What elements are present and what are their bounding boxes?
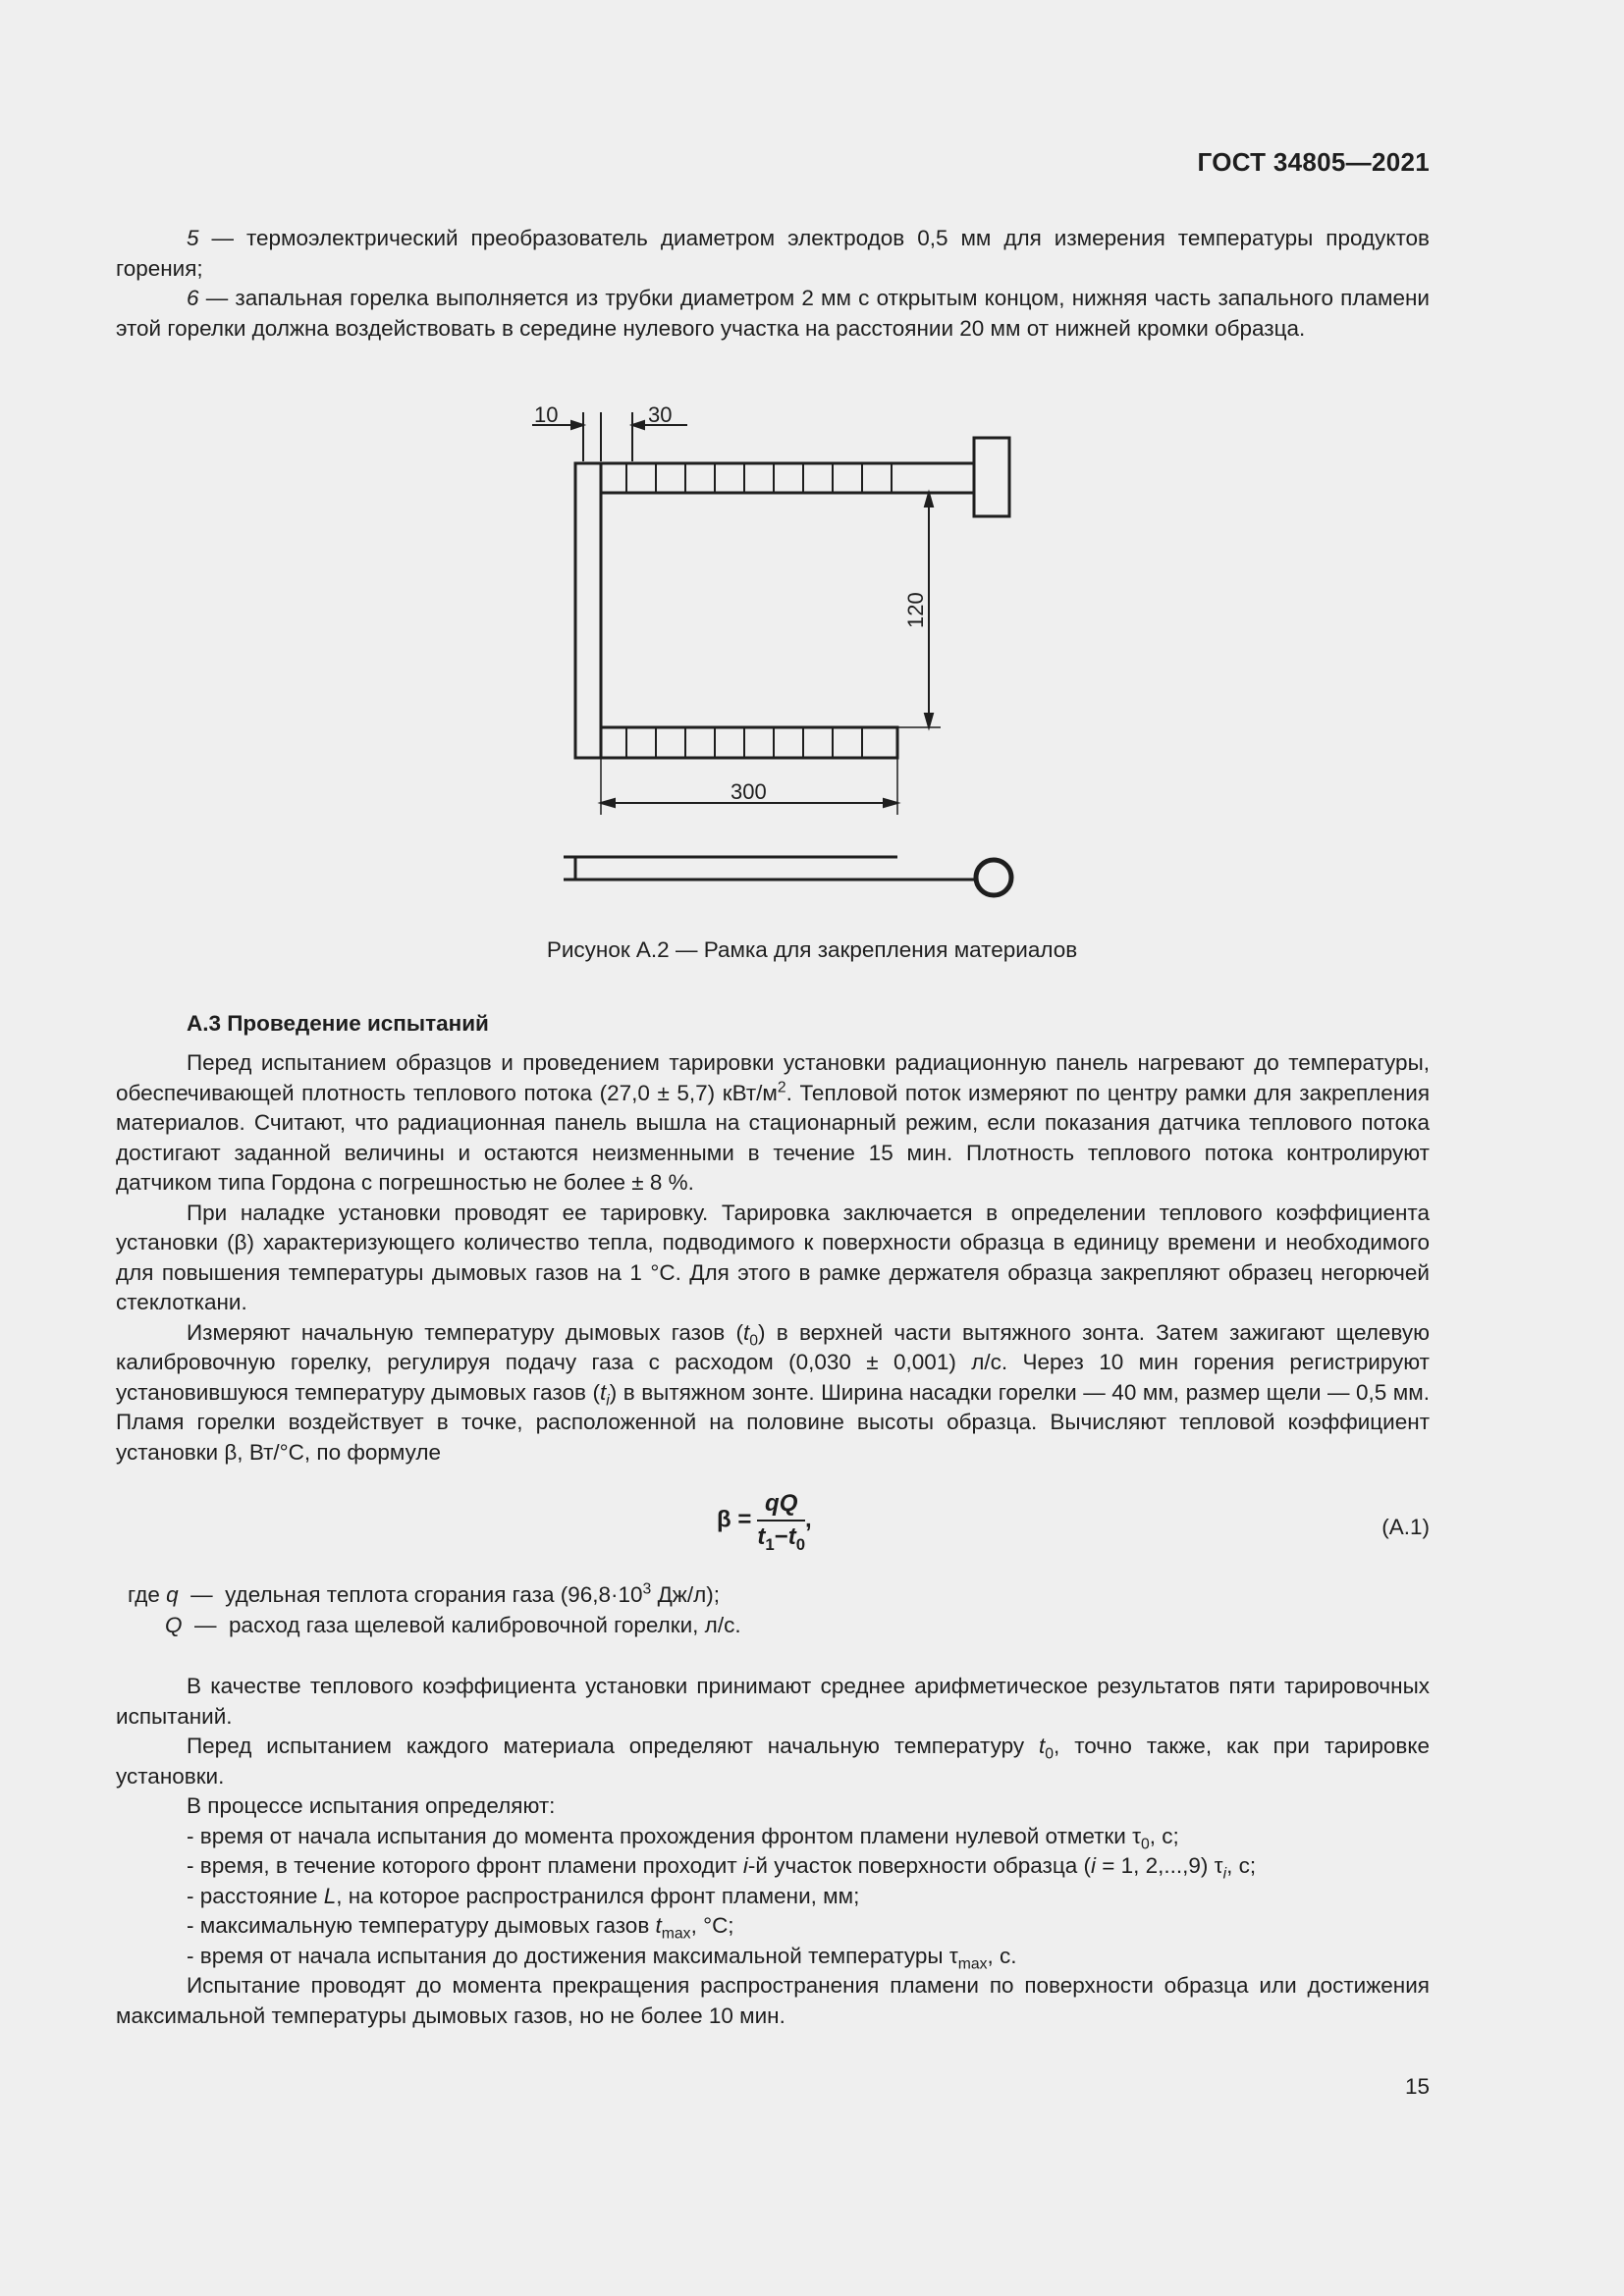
- arrow-10: [571, 421, 583, 429]
- list-item: - время от начала испытания до момента прохождения фронтом пламени нулевой отметки $\tau_0$, с;: [187, 1823, 1179, 1852]
- arrow-300-left: [601, 799, 615, 807]
- paragraph-1: Перед испытанием образцов и проведением тарировки установки радиационную панель нагревают до температуры, обеспечивающей плотность теплового потока (27,0 ± 5,7) кВт/$м^2$. Тепловой поток измеряют по центру рамки для закрепления материалов. Считают, что радиационная панель вышла на стационарный режим, если показания датчика теплового потока достигают заданной величины и остаются неизменными в течение 15 мин. Плотность теплового потока контролируют датчиком типа Гордона с погрешностью не более ± 8 %.: [116, 1050, 1430, 1195]
- section-body: [116, 1048, 1430, 1468]
- arrow-120-top: [925, 493, 933, 507]
- paragraph-6: В процессе испытания определяют:: [187, 1793, 556, 1818]
- arrow-30: [632, 421, 644, 429]
- list-item: - максимальную температуру дымовых газов $t_{max}$, °С;: [187, 1913, 734, 1943]
- dim-10-label: 10: [534, 402, 559, 427]
- paragraph-5: Перед испытанием каждого материала определяют начальную температуру $t_0$, точно также, как при тарировке установки.: [116, 1734, 1430, 1789]
- frame-handle: [974, 438, 1009, 516]
- section-heading: А.3 Проведение испытаний: [187, 1011, 489, 1036]
- frame-bottom-ribs: [626, 727, 862, 758]
- arrow-120-bottom: [925, 714, 933, 727]
- frame-left-bar: [575, 463, 601, 758]
- figure-caption: Рисунок А.2 — Рамка для закрепления материалов: [546, 937, 1078, 962]
- document-header: ГОСТ 34805—2021: [1197, 147, 1430, 177]
- formula-numerator: qQ: [757, 1490, 805, 1522]
- item-5-text: — термоэлектрический преобразователь диаметром электродов 0,5 мм для измерения температуры продуктов горения;: [116, 226, 1430, 281]
- list-item: - время от начала испытания до достижения максимальной температуры $\tau_{max}$, с.: [187, 1943, 1017, 1972]
- definition-q: где q — удельная теплота сгорания газа ($96,8\cdot 10^3$ Дж/л);: [128, 1580, 720, 1607]
- paragraph-7: Испытание проводят до момента прекращения распространения пламени по поверхности образца или достижения максимальной температуры дымовых газов, но не более 10 мин.: [116, 1973, 1430, 2028]
- frame-bottom-bar: [601, 727, 897, 758]
- measured-list: [116, 1822, 1430, 1972]
- paragraph-3: Измеряют начальную температуру дымовых газов $(t_0)$ в верхней части вытяжного зонта. Затем зажигают щелевую калибровочную горелку, регулируя подачу газа с расходом (0,030 ± 0,001) л/с. Через 10 мин горения регистрируют установившуюся температуру дымовых газов $(t_i)$ в вытяжном зонте. Ширина насадки горелки — 40 мм, размер щели — 0,5 мм. Пламя горелки воздействует в точке, расположенной на половине высоты образца. Вычисляют тепловой коэффициент установки β, Вт/°С, по формуле: [116, 1319, 1430, 1465]
- item-6-number: 6: [187, 286, 199, 310]
- item-5-number: 5: [187, 226, 199, 250]
- formula-lhs: β =: [717, 1506, 752, 1533]
- arrow-300-right: [884, 799, 897, 807]
- side-view-handle-ring: [976, 860, 1011, 895]
- dim-30-label: 30: [648, 402, 673, 427]
- frame-top-ribs: [626, 463, 892, 493]
- page-number: 15: [1404, 2074, 1430, 2099]
- figure-frame-drawing: [0, 0, 1624, 942]
- dim-300-label: 300: [731, 779, 767, 804]
- equation-number: (А.1): [1381, 1515, 1430, 1539]
- definition-Q: Q — расход газа щелевой калибровочной горелки, л/с.: [165, 1613, 741, 1637]
- paragraph-4: В качестве теплового коэффициента установки принимают среднее арифметическое результатов пяти тарировочных испытаний.: [116, 1674, 1430, 1729]
- procedure-body: [116, 1672, 1430, 2031]
- paragraph-2: При наладке установки проводят ее тарировку. Тарировка заключается в определении теплового коэффициента установки (β) характеризующего количество тепла, подводимого к поверхности образца в единицу времени и необходимого для повышения температуры дымовых газов на 1 °С. Для этого в рамке держателя образца закрепляют образец негорючей стеклоткани.: [116, 1200, 1430, 1314]
- list-item: - время, в течение которого фронт пламени проходит i-й участок поверхности образца (i = 1, 2,...,9) $\tau_i$, с;: [187, 1853, 1257, 1883]
- formula-a1: β = $\frac{qQ}{t_1-t_0}$ ,: [717, 1490, 812, 1554]
- dim-120-label: 120: [903, 592, 928, 628]
- item-6-text: — запальная горелка выполняется из трубки диаметром 2 мм с открытым концом, нижняя часть запального пламени этой горелки должна воздействовать в середине нулевого участка на расстоянии 20 мм от нижней кромки образца.: [116, 286, 1430, 341]
- formula-denominator: $t_1-t_0$: [757, 1523, 806, 1554]
- list-item: - расстояние L, на которое распространился фронт пламени, мм;: [187, 1883, 860, 1908]
